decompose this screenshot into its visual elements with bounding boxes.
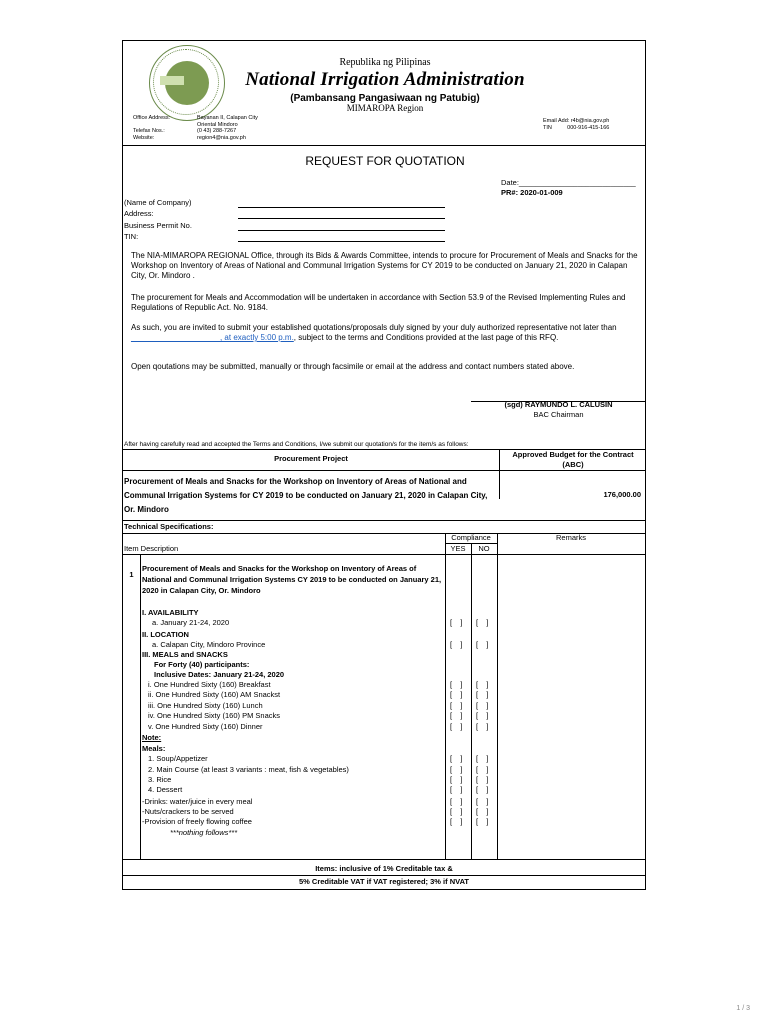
spec-line: 4. Dessert [148,785,183,794]
intro-paragraph [131,251,641,281]
remarks-header: Remarks [555,533,586,542]
item-number-divider [140,554,141,859]
compliance-header: Compliance [451,533,491,542]
tax-note-line-1: Items: inclusive of 1% Creditable tax & [315,864,453,873]
yes-checkbox[interactable]: [ ] [450,690,463,699]
abc-value: 176,000.00 [603,490,641,499]
telefax-value: (0 43) 288-7267 [197,128,237,134]
tax-note-line-2: 5% Creditable VAT if VAT registered; 3% if NVAT [298,877,470,886]
address-line [238,218,445,219]
yes-column-left [445,533,446,859]
website-label: Website: [133,135,155,141]
office-address-label: Office Address: [133,115,171,121]
procurement-project-description: Procurement of Meals and Snacks for the Workshop on Inventory of Areas of National and Communal Irrigation Systems for CY 2019 to be conducted on January 21, 2020 in Calapan City, Or. Mindoro [124,477,488,514]
spec-line: Inclusive Dates: January 21-24, 2020 [154,670,285,679]
yes-checkbox[interactable]: [ ] [450,722,463,731]
specs-bottom-border [123,859,645,860]
tin-label: TIN: [124,232,139,241]
tax-note-divider [123,875,645,876]
deadline-link[interactable]: ____________________, at exactly 5:00 p.m. [131,333,294,342]
spec-line: -Nuts/crackers to be served [142,807,234,816]
abc-column-divider [499,449,500,499]
spec-line: i. One Hundred Sixty (160) Breakfast [148,680,271,689]
spec-line: ii. One Hundred Sixty (160) AM Snackst [148,690,281,699]
spec-line: For Forty (40) participants: [154,660,250,669]
procurement-paragraph: The procurement for Meals and Accommodation will be undertaken in accordance with Section 53.9 of the Revised Implementing Rules and Regulations of Republic Act. No. 9184. [131,293,626,312]
item-title: Procurement of Meals and Snacks for the Workshop on Inventory of Areas of National and Communal Irrigation Systems CY 2019 to be conducted on January 21, 2020 in Calapan City, Or. Mindoro [142,564,442,595]
submission-paragraph: Open qoutations may be submitted, manually or through facsimile or email at the address and contact numbers stated above. [131,362,575,371]
spec-line: -Provision of freely flowing coffee [142,817,252,826]
website-value: region4@nia.gov.ph [197,135,246,141]
business-permit-label: Business Permit No. [124,221,192,230]
spec-line: Meals: [142,744,166,753]
yes-checkbox[interactable]: [ ] [450,797,463,806]
no-column-right [497,533,498,859]
item-number: 1 [129,570,134,579]
yes-checkbox[interactable]: [ ] [450,765,463,774]
spec-line: 1. Soup/Appetizer [148,754,208,763]
yes-checkbox[interactable]: [ ] [450,807,463,816]
spec-line: a. Calapan City, Mindoro Province [152,640,266,649]
acceptance-text: After having carefully read and accepted the Terms and Conditions, I/we submit our quotation/s for the item/s as follows: [124,441,469,448]
spec-line: II. LOCATION [142,630,189,639]
no-checkbox[interactable]: [ ] [476,754,489,763]
signatory-name: (sgd) RAYMUNDO L. CALUSIN [504,400,613,409]
agency-name: National Irrigation Administration [245,69,525,90]
no-checkbox[interactable]: [ ] [476,640,489,649]
page-number: 1 / 3 [736,1005,750,1012]
signatory-title: BAC Chairman [533,410,584,419]
yes-checkbox[interactable]: [ ] [450,817,463,826]
no-checkbox[interactable]: [ ] [476,711,489,720]
spec-line: ***nothing follows*** [170,828,238,837]
yes-header: YES [450,544,466,553]
no-checkbox[interactable]: [ ] [476,690,489,699]
table-header-border [123,470,645,471]
yes-checkbox[interactable]: [ ] [450,785,463,794]
intro-text: The NIA-MIMAROPA REGIONAL Office, through its Bids & Awards Committee, intends to procure for Procurement of Meals and Snacks for the Workshop on Inventory of Areas of National and Communal Irrigation Systems for CY 2019 to be conducted on January 21, 2020 in Calapan City, Or. Mindoro . [131,251,638,280]
header-divider [123,145,645,146]
yes-checkbox[interactable]: [ ] [450,618,463,627]
business-permit-line [238,230,445,231]
company-name-line [238,207,445,208]
spec-line: iii. One Hundred Sixty (160) Lunch [148,701,263,710]
no-checkbox[interactable]: [ ] [476,765,489,774]
telefax-label: Telefax Nos.: [133,128,165,134]
spec-line: iv. One Hundred Sixty (160) PM Snacks [148,711,280,720]
page-title: REQUEST FOR QUOTATION [305,154,465,168]
yes-checkbox[interactable]: [ ] [450,640,463,649]
spec-line: Note: [142,733,162,742]
invitation-paragraph: As such, you are invited to submit your established quotations/proposals duly signed by your duly authorized representative not later than ____________________, at exactly 5:00 p.m., subject to the terms and Conditions provided at the last page of this RFQ. [131,323,617,342]
agency-local-name: (Pambansang Pangasiwaan ng Patubig) [290,93,480,104]
no-checkbox[interactable]: [ ] [476,807,489,816]
yes-checkbox[interactable]: [ ] [450,701,463,710]
no-checkbox[interactable]: [ ] [476,775,489,784]
office-address-value-2: Oriental Mindoro [197,122,238,128]
document-page [122,40,646,890]
email-value: Email Add: r4b@nia.gov.ph [543,118,610,124]
republic-label: Republika ng Pilipinas [339,57,431,68]
yes-no-divider [471,543,472,859]
company-name-label: (Name of Company) [124,198,192,207]
date-field: Date:____________________________ [501,178,636,187]
abc-header: Approved Budget for the Contract (ABC) [512,450,634,469]
no-checkbox[interactable]: [ ] [476,722,489,731]
yes-checkbox[interactable]: [ ] [450,754,463,763]
no-checkbox[interactable]: [ ] [476,797,489,806]
tin-value: TIN 000-916-415-166 [543,125,610,131]
procurement-project-header: Procurement Project [274,454,348,463]
no-checkbox[interactable]: [ ] [476,618,489,627]
item-description-header: Item Description [124,544,179,553]
no-checkbox[interactable]: [ ] [476,680,489,689]
spec-line: a. January 21-24, 2020 [152,618,230,627]
no-header: NO [478,544,490,553]
yes-checkbox[interactable]: [ ] [450,775,463,784]
region-label: MIMAROPA Region [346,103,424,113]
no-checkbox[interactable]: [ ] [476,701,489,710]
spec-line: v. One Hundred Sixty (160) Dinner [148,722,263,731]
spec-line: -Drinks: water/juice in every meal [142,797,253,806]
yes-checkbox[interactable]: [ ] [450,680,463,689]
tin-line [238,241,445,242]
project-row-border [123,520,645,521]
item-header-border [123,554,645,555]
address-label: Address: [124,209,154,218]
spec-line: I. AVAILABILITY [142,608,199,617]
spec-line: 3. Rice [148,775,172,784]
spec-line: 2. Main Course (at least 3 variants : meat, fish & vegetables) [148,765,349,774]
no-checkbox[interactable]: [ ] [476,785,489,794]
spec-line: III. MEALS and SNACKS [142,650,228,659]
technical-specs-label: Technical Specifications: [124,522,214,531]
pr-number: PR#: 2020-01-009 [501,188,563,197]
no-checkbox[interactable]: [ ] [476,817,489,826]
yes-checkbox[interactable]: [ ] [450,711,463,720]
office-address-value: Bayanan II, Calapan City [197,115,258,121]
